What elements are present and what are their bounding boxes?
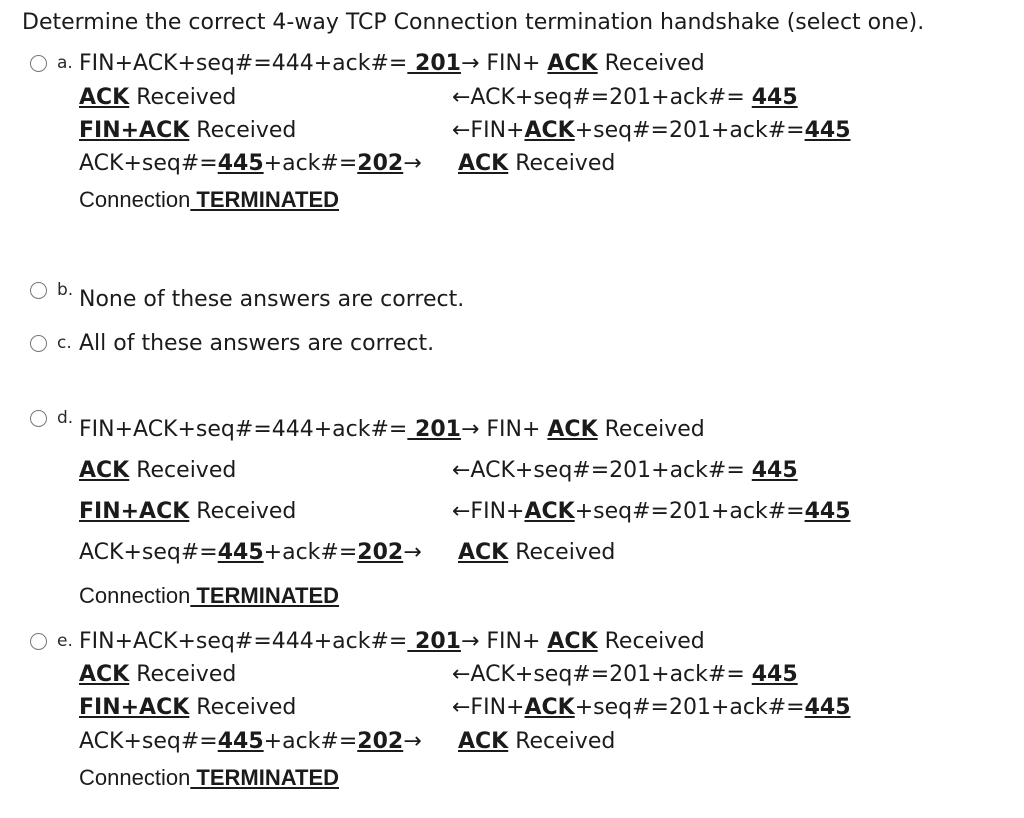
option-e-line-2-left: ACK Received — [79, 662, 237, 687]
option-d-line-4-left: ACK+seq#=445+ack#=202→ — [79, 540, 422, 565]
option-e-line-3-left: FIN+ACK Received — [79, 695, 297, 720]
option-d-line-3-right: ←FIN+ACK+seq#=201+ack#=445 — [452, 499, 851, 524]
option-e-letter: e. — [57, 631, 73, 651]
option-a-line-3-right: ←FIN+ACK+seq#=201+ack#=445 — [452, 118, 851, 143]
question-text: Determine the correct 4-way TCP Connection termination handshake (select one). — [22, 10, 925, 35]
option-a-line-5: Connection TERMINATED — [79, 187, 340, 212]
option-a-line-2-right: ←ACK+seq#=201+ack#= 445 — [452, 85, 798, 110]
option-d-line-2-right: ←ACK+seq#=201+ack#= 445 — [452, 458, 798, 483]
option-c-radio[interactable] — [30, 335, 47, 352]
option-c-text: All of these answers are correct. — [79, 331, 435, 356]
option-a-line-3-left: FIN+ACK Received — [79, 118, 297, 143]
option-d-line-3-left: FIN+ACK Received — [79, 499, 297, 524]
option-c-letter: c. — [57, 333, 72, 353]
option-d-line-2-left: ACK Received — [79, 458, 237, 483]
option-e-line-3-right: ←FIN+ACK+seq#=201+ack#=445 — [452, 695, 851, 720]
option-d-line-1: FIN+ACK+seq#=444+ack#= 201→ FIN+ ACK Received — [79, 417, 705, 442]
option-a-line-4-right: ACK Received — [458, 151, 616, 176]
option-d-line-4-right: ACK Received — [458, 540, 616, 565]
option-e-radio[interactable] — [30, 633, 47, 650]
option-a-letter: a. — [57, 53, 73, 73]
option-a-radio[interactable] — [30, 55, 47, 72]
option-e-line-4-left: ACK+seq#=445+ack#=202→ — [79, 729, 422, 754]
option-e-line-2-right: ←ACK+seq#=201+ack#= 445 — [452, 662, 798, 687]
option-e-line-1: FIN+ACK+seq#=444+ack#= 201→ FIN+ ACK Received — [79, 629, 705, 654]
option-e-line-5: Connection TERMINATED — [79, 765, 340, 790]
option-e-line-4-right: ACK Received — [458, 729, 616, 754]
option-a-line-1: FIN+ACK+seq#=444+ack#= 201→ FIN+ ACK Received — [79, 51, 705, 76]
option-a-line-2-left: ACK Received — [79, 85, 237, 110]
option-d-letter: d. — [57, 408, 74, 428]
option-d-line-5: Connection TERMINATED — [79, 583, 340, 608]
option-b-text: None of these answers are correct. — [79, 287, 465, 312]
option-d-radio[interactable] — [30, 410, 47, 427]
option-b-radio[interactable] — [30, 282, 47, 299]
option-b-letter: b. — [57, 280, 74, 300]
option-a-line-4-left: ACK+seq#=445+ack#=202→ — [79, 151, 422, 176]
